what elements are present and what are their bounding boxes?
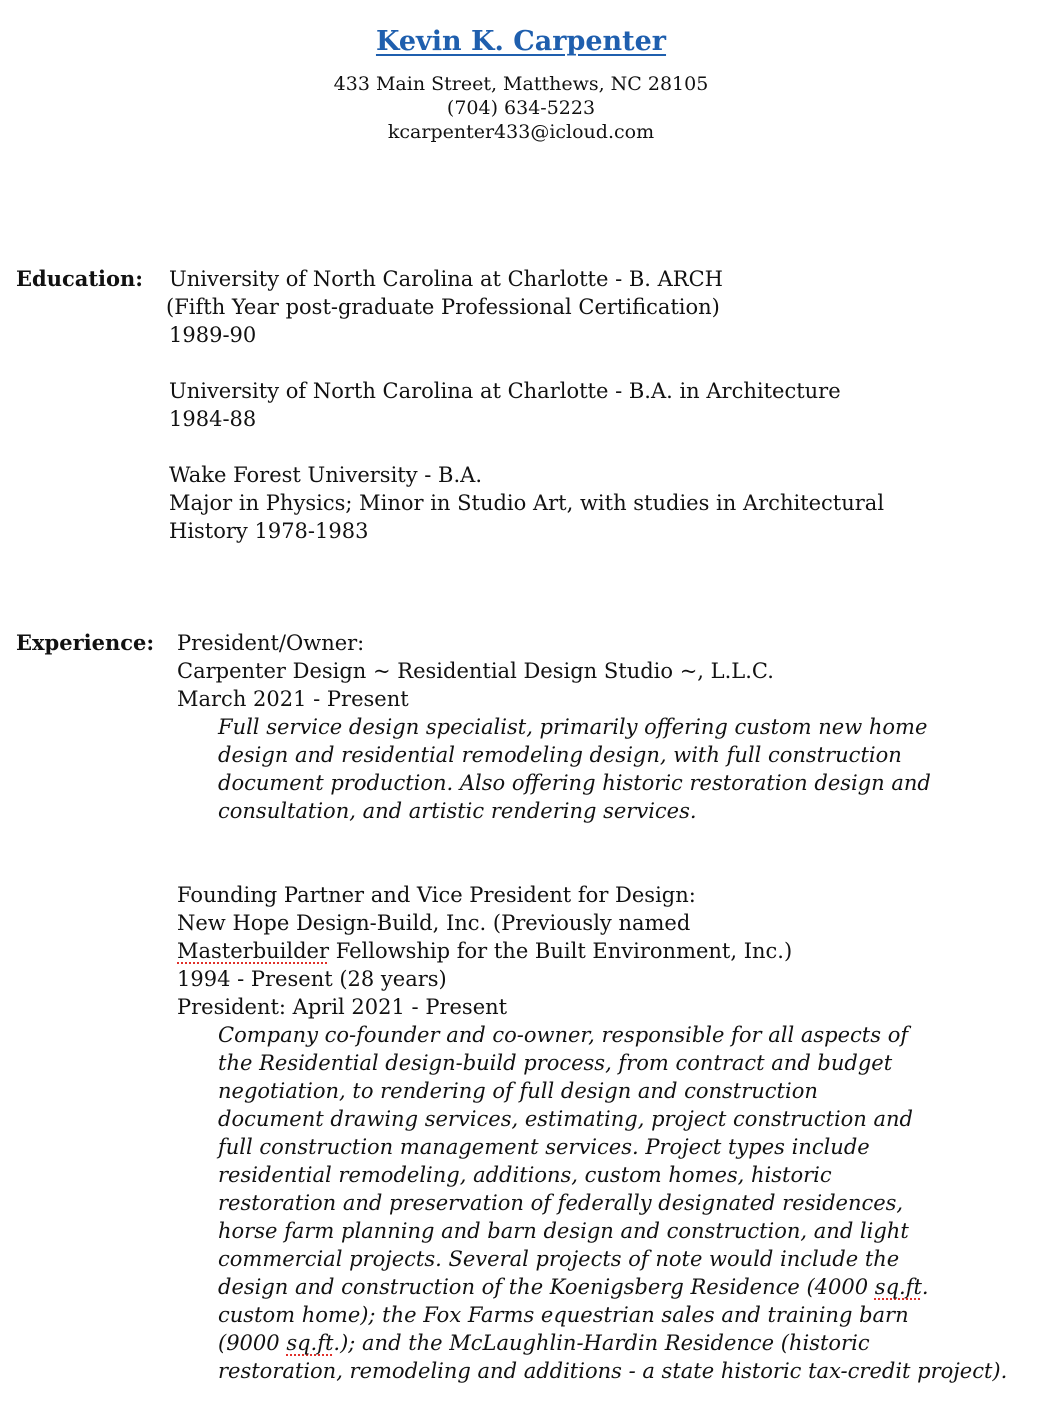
line-text: (9000 (218, 1331, 287, 1355)
line-text: . (921, 1275, 929, 1299)
education-line (169, 433, 884, 461)
education-line: Wake Forest University - B.A. (169, 463, 482, 487)
experience-line: President/Owner: (177, 631, 365, 655)
education-line: University of North Carolina at Charlotte - B.A. in Architecture (169, 379, 841, 403)
experience-line (177, 1329, 1007, 1357)
experience-line: custom home); the Fox Farms equestrian sales and training barn (218, 1303, 909, 1327)
experience-section (177, 629, 1007, 1385)
experience-line: design and residential remodeling design, with full construction (218, 743, 902, 767)
experience-line: the Residential design-build process, from contract and budget (218, 1051, 893, 1075)
experience-line (177, 1273, 1007, 1301)
education-heading: Education: (16, 266, 144, 291)
line-text: .); and the McLaughlin-Hardin Residence (historic (333, 1331, 870, 1355)
contact-phone: (704) 634-5223 (446, 97, 596, 119)
contact-email: kcarpenter433@icloud.com (387, 121, 655, 143)
education-section (166, 265, 885, 545)
experience-line: Carpenter Design ~ Residential Design Studio ~, L.L.C. (177, 659, 774, 683)
education-line: Major in Physics; Minor in Studio Art, with studies in Architectural (169, 491, 885, 515)
experience-line: negotiation, to rendering of full design and construction (218, 1079, 818, 1103)
experience-line: Founding Partner and Vice President for Design: (177, 883, 696, 907)
contact-address: 433 Main Street, Matthews, NC 28105 (333, 73, 709, 95)
experience-line: residential remodeling, additions, custom homes, historic (218, 1163, 832, 1187)
experience-line: New Hope Design-Build, Inc. (Previously named (177, 911, 691, 935)
experience-line: Company co-founder and co-owner, responsible for all aspects of (218, 1023, 909, 1047)
experience-line (177, 937, 1007, 965)
education-line (169, 349, 884, 377)
experience-line (177, 825, 1007, 853)
experience-line (177, 853, 1007, 881)
education-line: 1984-88 (169, 407, 257, 431)
spellcheck-flagged-word: sq.ft (874, 1275, 922, 1299)
experience-line: commercial projects. Several projects of note would include the (218, 1247, 900, 1271)
experience-line: President: April 2021 - Present (177, 995, 508, 1019)
experience-line: restoration, remodeling and additions - a state historic tax-credit project). (218, 1359, 1008, 1383)
experience-line: full construction management services. Project types include (218, 1135, 870, 1159)
line-text: design and construction of the Koenigsberg Residence (4000 (218, 1275, 875, 1299)
spellcheck-flagged-word: sq.ft (286, 1331, 334, 1355)
line-text: Fellowship for the Built Environment, Inc.) (329, 939, 793, 963)
spellcheck-flagged-word: Masterbuilder (177, 939, 330, 963)
experience-line: horse farm planning and barn design and construction, and light (218, 1219, 909, 1243)
experience-line: March 2021 - Present (177, 687, 409, 711)
education-line: University of North Carolina at Charlotte - B. ARCH (169, 267, 723, 291)
experience-line: document drawing services, estimating, project construction and (218, 1107, 913, 1131)
experience-line: 1994 - Present (28 years) (177, 967, 447, 991)
education-line: 1989-90 (169, 323, 257, 347)
experience-line: restoration and preservation of federally designated residences, (218, 1191, 904, 1215)
experience-line: consultation, and artistic rendering services. (218, 799, 697, 823)
resume-name: Kevin K. Carpenter (375, 26, 667, 57)
experience-heading: Experience: (16, 630, 155, 655)
education-line: (Fifth Year post-graduate Professional Certification) (166, 295, 720, 319)
experience-line: document production. Also offering historic restoration design and (218, 771, 931, 795)
education-line: History 1978-1983 (169, 519, 369, 543)
experience-line: Full service design specialist, primarily offering custom new home (218, 715, 928, 739)
